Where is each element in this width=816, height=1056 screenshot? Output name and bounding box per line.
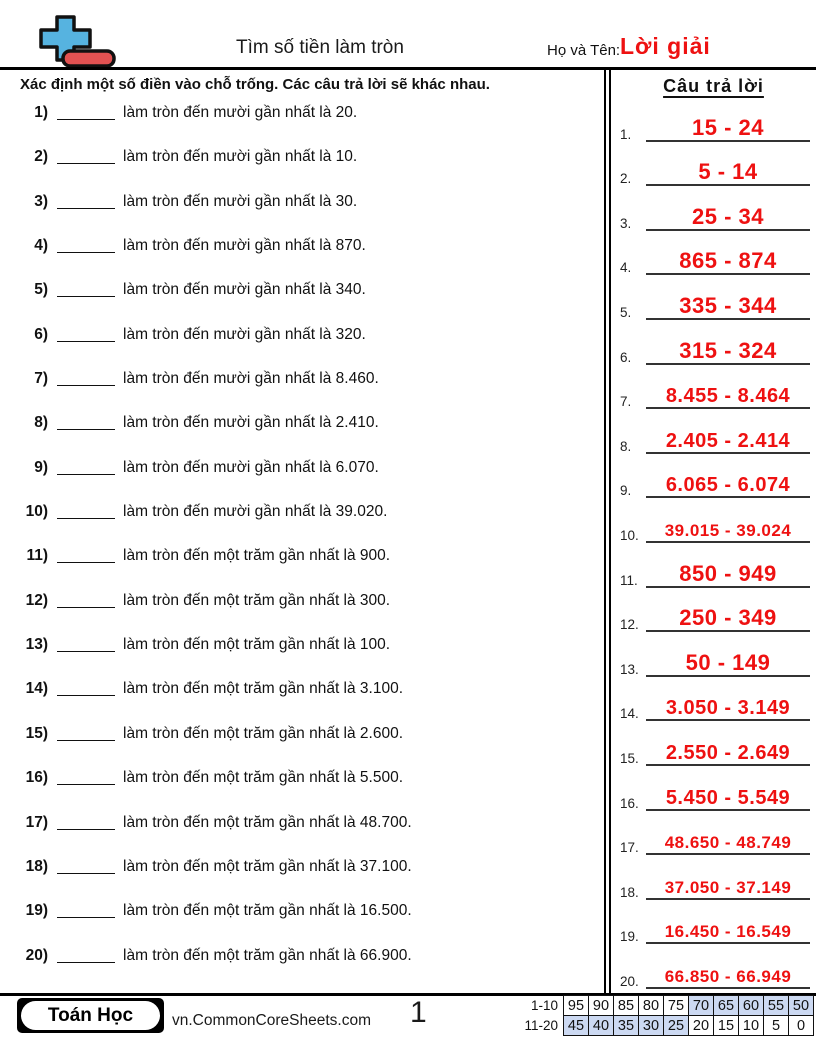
answer-row — [620, 721, 810, 766]
answer-row — [620, 900, 810, 945]
answer-row — [620, 142, 810, 187]
answer-blank[interactable] — [57, 502, 115, 519]
answer-row — [620, 186, 810, 231]
question-number: 18) — [25, 857, 48, 875]
answer-value: 5 - 14 — [698, 159, 758, 185]
answer-value: 850 - 949 — [679, 560, 777, 586]
question-number: 1) — [34, 104, 48, 121]
question-text: làm tròn đến mười gần nhất là 10. — [123, 148, 358, 166]
question-number: 12) — [25, 591, 48, 609]
question-text: làm tròn đến mười gần nhất là 320. — [123, 325, 366, 343]
answer-value: 3.050 - 3.149 — [665, 697, 791, 720]
answer-value: 48.650 - 48.749 — [664, 833, 792, 853]
answer-row — [620, 944, 810, 989]
question-row — [0, 413, 600, 457]
answer-row — [620, 231, 810, 276]
score-row — [524, 996, 813, 1016]
answer-row — [620, 275, 810, 320]
answer-row — [620, 677, 810, 722]
score-range-label: 1-10 — [530, 998, 558, 1013]
answer-list — [620, 97, 810, 989]
score-cell: 20 — [689, 1016, 714, 1036]
answer-row — [620, 632, 810, 677]
answer-number: 6. — [620, 349, 632, 365]
question-text: làm tròn đến một trăm gần nhất là 16.500. — [123, 902, 412, 920]
score-cell: 80 — [639, 996, 664, 1016]
name-label: Họ và Tên: — [547, 42, 621, 59]
answer-blank[interactable] — [57, 591, 115, 608]
question-text: làm tròn đến một trăm gần nhất là 66.900. — [123, 946, 412, 964]
answer-blank[interactable] — [57, 813, 115, 830]
score-cell: 60 — [739, 996, 764, 1016]
answer-number: 13. — [620, 661, 639, 677]
answer-blank[interactable] — [57, 192, 115, 209]
answer-row — [620, 454, 810, 499]
plus-minus-logo-icon — [26, 15, 118, 74]
answer-value: 15 - 24 — [692, 114, 764, 140]
answer-row — [620, 498, 810, 543]
answer-value: 865 - 874 — [679, 248, 777, 274]
answer-blank[interactable] — [57, 768, 115, 785]
question-text: làm tròn đến một trăm gần nhất là 37.100. — [123, 857, 412, 875]
answer-line — [646, 607, 810, 632]
question-row — [0, 946, 600, 990]
question-number: 20) — [25, 946, 48, 964]
answer-value: 25 - 34 — [692, 203, 764, 229]
answer-number: 18. — [620, 884, 639, 900]
answer-number: 15. — [620, 750, 639, 766]
question-number: 13) — [25, 636, 48, 654]
column-divider — [604, 70, 611, 993]
question-number: 2) — [34, 148, 48, 166]
question-row — [0, 813, 600, 857]
question-row — [0, 502, 600, 546]
answer-line — [646, 431, 810, 454]
question-row — [0, 103, 600, 147]
question-text: làm tròn đến một trăm gần nhất là 3.100. — [123, 680, 404, 698]
score-cell: 40 — [589, 1016, 614, 1036]
answer-line — [646, 834, 810, 855]
answer-line — [646, 292, 810, 320]
answer-value: 8.455 - 8.464 — [665, 385, 791, 408]
question-column — [0, 70, 600, 964]
answer-number: 8. — [620, 438, 632, 454]
question-number: 4) — [34, 237, 48, 255]
question-number: 19) — [25, 902, 48, 920]
question-text: làm tròn đến một trăm gần nhất là 2.600. — [123, 724, 404, 742]
answer-blank[interactable] — [57, 103, 115, 120]
question-number: 8) — [34, 414, 48, 432]
question-row — [0, 546, 600, 590]
answer-value: 315 - 324 — [679, 337, 777, 363]
answer-blank[interactable] — [57, 946, 115, 963]
question-text: làm tròn đến một trăm gần nhất là 48.700. — [123, 813, 412, 831]
answer-number: 11. — [620, 572, 638, 588]
question-row — [0, 857, 600, 901]
score-row — [524, 1016, 813, 1036]
answer-number: 5. — [620, 304, 632, 320]
answer-number: 17. — [620, 840, 639, 856]
answer-blank[interactable] — [57, 236, 115, 253]
answer-number: 2. — [620, 171, 632, 187]
answer-number: 4. — [620, 260, 632, 276]
answer-blank[interactable] — [57, 325, 115, 342]
score-cell: 45 — [564, 1016, 589, 1036]
question-text: làm tròn đến một trăm gần nhất là 300. — [123, 591, 391, 609]
answer-value: 6.065 - 6.074 — [665, 474, 791, 497]
answer-line — [646, 475, 810, 498]
question-number: 15) — [25, 724, 48, 742]
answer-value: 16.450 - 16.549 — [664, 922, 792, 942]
answer-line — [646, 923, 810, 944]
answer-line — [646, 114, 810, 142]
question-text: làm tròn đến mười gần nhất là 20. — [123, 104, 358, 121]
answer-number: 20. — [620, 973, 639, 989]
score-table — [524, 995, 814, 1036]
answer-line — [646, 879, 810, 900]
question-text: làm tròn đến một trăm gần nhất là 900. — [123, 547, 391, 565]
answer-blank[interactable] — [57, 724, 115, 741]
subject-badge — [17, 998, 164, 1033]
answer-number: 19. — [620, 929, 639, 945]
question-number: 10) — [25, 503, 48, 521]
score-cell: 70 — [689, 996, 714, 1016]
answer-number: 12. — [620, 617, 639, 633]
question-number: 17) — [25, 813, 48, 831]
answer-line — [646, 649, 810, 677]
score-cell: 95 — [564, 996, 589, 1016]
question-number: 3) — [34, 192, 48, 210]
question-row — [0, 369, 600, 413]
answer-row — [620, 588, 810, 633]
question-text: làm tròn đến mười gần nhất là 8.460. — [123, 370, 379, 388]
answer-row — [620, 766, 810, 811]
question-row — [0, 325, 600, 369]
page-number: 1 — [410, 996, 427, 1029]
score-cell: 90 — [589, 996, 614, 1016]
question-number: 11) — [26, 547, 48, 565]
question-text: làm tròn đến mười gần nhất là 39.020. — [123, 503, 388, 521]
answer-line — [646, 788, 810, 811]
question-number: 6) — [34, 325, 48, 343]
question-text: làm tròn đến một trăm gần nhất là 100. — [123, 636, 391, 654]
answer-blank[interactable] — [57, 901, 115, 918]
answer-value: 250 - 349 — [679, 605, 777, 631]
answer-number: 1. — [620, 126, 632, 142]
question-row — [0, 147, 600, 191]
answer-blank[interactable] — [57, 413, 115, 430]
website-text: vn.CommonCoreSheets.com — [172, 1012, 371, 1029]
question-row — [0, 635, 600, 679]
answer-number: 10. — [620, 527, 639, 543]
question-number: 9) — [34, 458, 48, 476]
answer-value: 39.015 - 39.024 — [664, 520, 792, 540]
question-row — [0, 679, 600, 723]
question-text: làm tròn đến mười gần nhất là 6.070. — [123, 458, 379, 476]
score-cell: 25 — [664, 1016, 689, 1036]
question-row — [0, 591, 600, 635]
worksheet-title: Tìm số tiền làm tròn — [236, 37, 404, 58]
answer-row — [620, 320, 810, 365]
answer-line — [646, 743, 810, 766]
answer-value: 335 - 344 — [679, 292, 777, 318]
answer-number: 7. — [620, 394, 632, 410]
question-number: 14) — [25, 680, 48, 698]
question-list — [0, 103, 600, 990]
answer-value: 66.850 - 66.949 — [664, 966, 792, 986]
score-cell: 35 — [614, 1016, 639, 1036]
answer-value: 2.550 - 2.649 — [665, 741, 791, 764]
question-row — [0, 724, 600, 768]
answer-blank[interactable] — [57, 679, 115, 696]
answer-row — [620, 409, 810, 454]
question-row — [0, 192, 600, 236]
score-cell: 15 — [714, 1016, 739, 1036]
question-text: làm tròn đến mười gần nhất là 30. — [123, 192, 358, 210]
score-cell: 85 — [614, 996, 639, 1016]
score-cell: 10 — [739, 1016, 764, 1036]
answer-blank[interactable] — [57, 458, 115, 475]
answer-row — [620, 811, 810, 856]
answer-row — [620, 97, 810, 142]
score-range-label: 11-20 — [524, 1018, 558, 1033]
answer-number: 16. — [620, 795, 639, 811]
answer-value: 2.405 - 2.414 — [665, 429, 791, 452]
question-row — [0, 280, 600, 324]
answer-blank[interactable] — [57, 546, 115, 563]
question-row — [0, 768, 600, 812]
answer-line — [646, 161, 810, 186]
answer-line — [646, 203, 810, 231]
score-cell: 55 — [764, 996, 789, 1016]
score-cell: 50 — [789, 996, 814, 1016]
question-row — [0, 458, 600, 502]
answer-blank[interactable] — [57, 147, 115, 164]
answer-line — [646, 386, 810, 409]
answer-line — [646, 560, 810, 588]
question-text: làm tròn đến mười gần nhất là 340. — [123, 281, 366, 299]
score-cell: 75 — [664, 996, 689, 1016]
question-number: 5) — [34, 281, 48, 299]
subject-badge-label: Toán Học — [21, 1001, 160, 1030]
answer-row — [620, 365, 810, 410]
question-text: làm tròn đến một trăm gần nhất là 5.500. — [123, 769, 404, 787]
answer-value: 5.450 - 5.549 — [665, 786, 791, 809]
answer-blank[interactable] — [57, 635, 115, 652]
question-number: 7) — [34, 370, 48, 388]
score-cell: 30 — [639, 1016, 664, 1036]
question-number: 16) — [25, 769, 48, 787]
answer-number: 14. — [620, 706, 639, 722]
question-text: làm tròn đến mười gần nhất là 870. — [123, 237, 366, 255]
answer-blank[interactable] — [57, 857, 115, 874]
answer-line — [646, 968, 810, 989]
answer-row — [620, 543, 810, 588]
instruction-text: Xác định một số điền vào chỗ trống. Các câu trả lời sẽ khác nhau. — [20, 76, 490, 93]
answer-number: 3. — [620, 215, 632, 231]
answer-line — [646, 337, 810, 365]
question-text: làm tròn đến mười gần nhất là 2.410. — [123, 414, 379, 432]
answer-value: 50 - 149 — [685, 649, 771, 675]
answer-column — [611, 70, 816, 989]
score-cell: 65 — [714, 996, 739, 1016]
answer-blank[interactable] — [57, 369, 115, 386]
answer-row — [620, 855, 810, 900]
score-cell: 5 — [764, 1016, 789, 1036]
answer-blank[interactable] — [57, 280, 115, 297]
answer-key-label: Lời giải — [620, 33, 711, 59]
answer-number: 9. — [620, 483, 632, 499]
answers-header: Câu trả lời — [663, 76, 764, 96]
answer-line — [646, 698, 810, 721]
answer-line — [646, 522, 810, 543]
question-row — [0, 901, 600, 945]
answer-value: 37.050 - 37.149 — [664, 877, 792, 897]
score-cell: 0 — [789, 1016, 814, 1036]
answer-line — [646, 250, 810, 275]
question-row — [0, 236, 600, 280]
